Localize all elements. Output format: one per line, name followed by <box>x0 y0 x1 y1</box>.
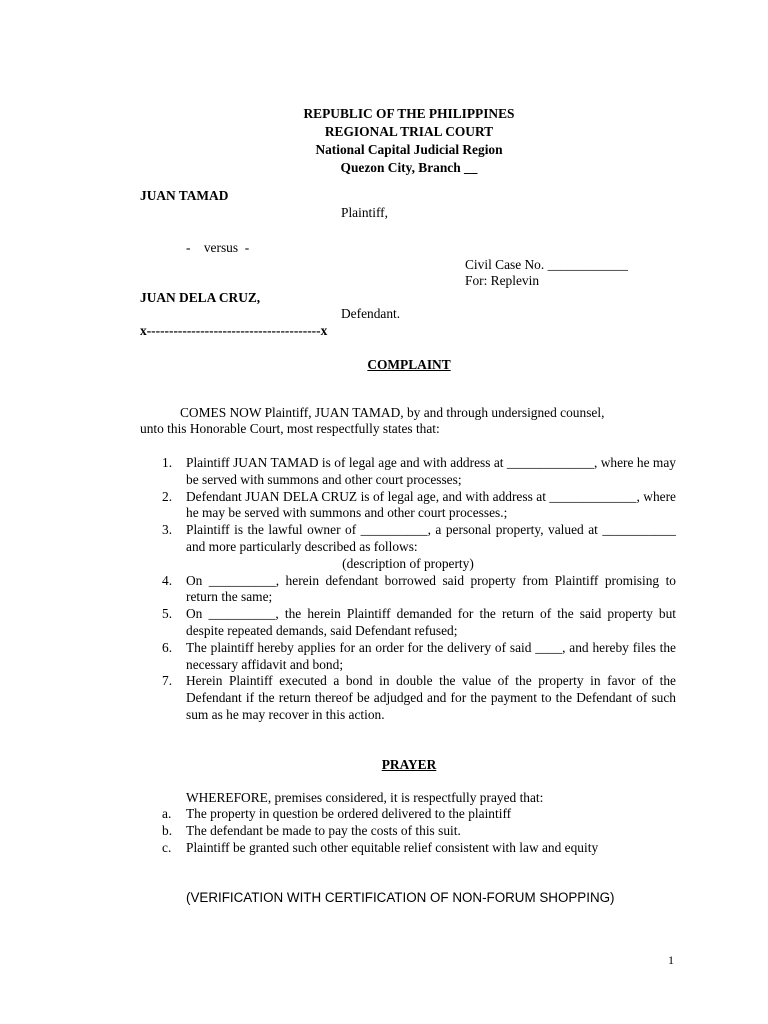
property-description: (description of property) <box>342 555 474 571</box>
defendant-label: Defendant. <box>341 306 401 321</box>
item-letter: c. <box>162 839 172 855</box>
civil-case-number: Civil Case No. ____________ <box>465 257 628 272</box>
item-text: The plaintiff hereby applies for an order for the delivery of said ____, and hereby files the necessary affidavit and bond; <box>186 639 676 672</box>
header-region: National Capital Judicial Region <box>315 142 503 157</box>
defendant-name: JUAN DELA CRUZ, <box>140 290 261 305</box>
verification-note: (VERIFICATION WITH CERTIFICATION OF NON-FORUM SHOPPING) <box>186 890 615 905</box>
list-item <box>140 455 676 489</box>
list-item <box>140 840 680 857</box>
item-text: Defendant JUAN DELA CRUZ is of legal age, and with address at _____________, where he may be served with summons and other court processes.; <box>186 488 676 521</box>
court-header <box>0 105 768 177</box>
intro-line-2: unto this Honorable Court, most respectfully states that: <box>140 421 440 436</box>
item-text: Plaintiff is the lawful owner of __________, a personal property, valued at ___________ and more particularly described as follows: <box>186 522 676 554</box>
item-text: Herein Plaintiff executed a bond in double the value of the property in favor of the Defendant if the return thereof be adjudged and for the payment to the Defendant of such sum as he may recover in this action. <box>186 673 676 722</box>
page-number: 1 <box>668 953 674 967</box>
item-number: 6. <box>162 639 173 655</box>
list-item <box>140 522 676 572</box>
plaintiff-name: JUAN TAMAD <box>140 188 229 203</box>
item-number: 1. <box>162 455 173 470</box>
item-text: On __________, the herein Plaintiff demanded for the return of the said property but despite repeated demands, said Defendant refused; <box>186 606 676 638</box>
header-court: REGIONAL TRIAL COURT <box>324 124 494 139</box>
item-letter: a. <box>162 806 172 821</box>
list-item <box>140 673 676 723</box>
list-item <box>140 806 680 823</box>
prayer-title: PRAYER <box>381 757 437 772</box>
item-text: Plaintiff JUAN TAMAD is of legal age and with address at _____________, where he may be served with summons and other court processes; <box>186 455 676 487</box>
item-number: 4. <box>162 572 173 588</box>
list-item <box>140 823 680 840</box>
item-number: 2. <box>162 488 173 504</box>
case-nature: For: Replevin <box>465 273 540 288</box>
list-item <box>140 573 676 607</box>
list-item <box>140 640 676 674</box>
item-number: 7. <box>162 673 173 689</box>
item-number: 5. <box>162 606 173 622</box>
versus-label: - versus - <box>186 240 250 255</box>
item-text: The property in question be ordered delivered to the plaintiff <box>186 806 512 821</box>
header-republic: REPUBLIC OF THE PHILIPPINES <box>303 106 515 121</box>
document-title: COMPLAINT <box>367 357 451 372</box>
list-item <box>140 606 676 640</box>
intro-line-1: COMES NOW Plaintiff, JUAN TAMAD, by and through undersigned counsel, <box>180 405 605 420</box>
caption-separator: x---------------------------------------x <box>140 323 328 338</box>
plaintiff-label: Plaintiff, <box>341 205 388 220</box>
item-text: On __________, herein defendant borrowed said property from Plaintiff promising to return the same; <box>186 572 676 605</box>
item-text: The defendant be made to pay the costs of this suit. <box>186 822 461 838</box>
prayer-list <box>140 806 680 856</box>
item-letter: b. <box>162 822 173 838</box>
list-item <box>140 489 676 523</box>
prayer-intro: WHEREFORE, premises considered, it is respectfully prayed that: <box>186 790 544 805</box>
allegations-list <box>140 455 676 724</box>
item-text: Plaintiff be granted such other equitable relief consistent with law and equity <box>186 839 599 855</box>
header-branch: Quezon City, Branch __ <box>340 160 478 175</box>
item-number: 3. <box>162 522 173 538</box>
